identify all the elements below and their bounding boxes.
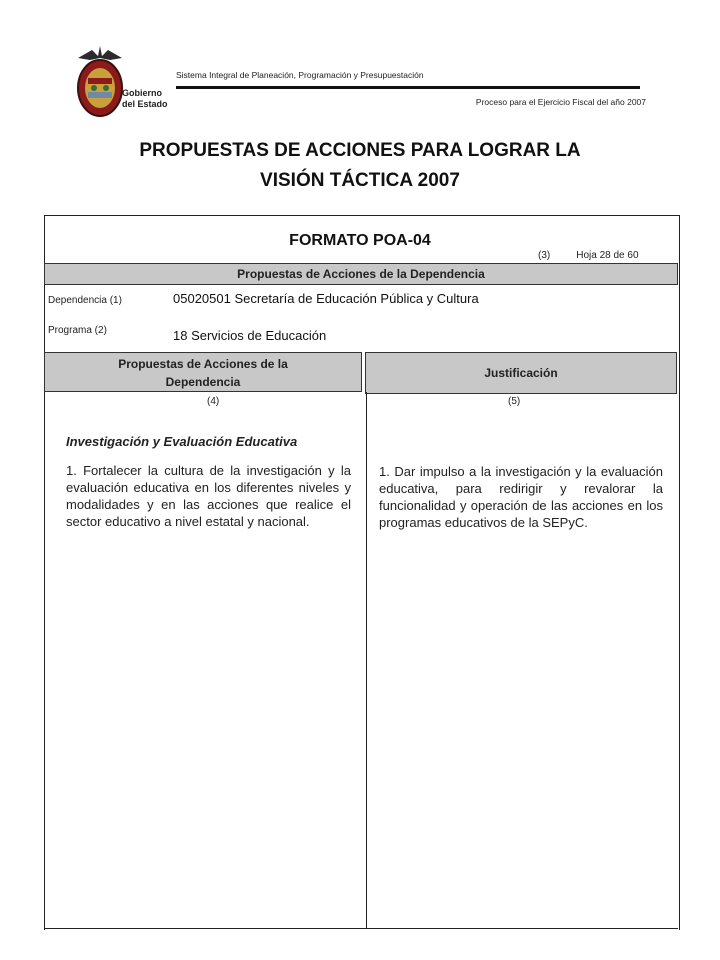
dependencia-value: 05020501 Secretaría de Educación Pública y Cultura (173, 291, 479, 306)
government-label (122, 88, 168, 110)
system-name: Sistema Integral de Planeación, Programación y Presupuestación (176, 70, 424, 80)
sheet-number: Hoja 28 de 60 (576, 250, 639, 261)
justification-text: 1. Dar impulso a la investigación y la evaluación educativa, para redirigir y revalorar la funcionalidad y operación de las acciones en los programas educativos de la SEPyC. (379, 464, 663, 530)
government-label-line2: del Estado (122, 99, 168, 109)
column-number-justification: (5) (508, 396, 521, 407)
government-label-line1: Gobierno (122, 88, 162, 98)
column-header-justification: Justificación (365, 352, 677, 394)
action-title: Investigación y Evaluación Educativa (66, 434, 298, 449)
column-header-actions (44, 352, 362, 392)
column-number-actions: (4) (207, 396, 220, 407)
document-title-line1: PROPUESTAS DE ACCIONES PARA LOGRAR LA (139, 140, 581, 161)
state-coat-of-arms-icon (72, 44, 128, 120)
sheet-marker: (3) (538, 250, 551, 261)
document-title-line2: VISIÓN TÁCTICA 2007 (260, 170, 460, 191)
column-divider (366, 392, 367, 929)
column-header-actions-line1: Propuestas de Acciones de la (118, 357, 288, 371)
programa-label: Programa (2) (48, 325, 107, 336)
form-frame (44, 215, 680, 930)
process-label: Proceso para el Ejercicio Fiscal del año 2007 (475, 97, 646, 107)
sheet-indicator (538, 250, 639, 261)
header-rule (176, 86, 640, 89)
format-code: FORMATO POA-04 (289, 232, 431, 249)
form-bottom-rule (44, 928, 678, 929)
column-header-actions-line2: Dependencia (165, 375, 241, 389)
programa-value: 18 Servicios de Educación (173, 328, 327, 343)
action-text: 1. Fortalecer la cultura de la investigación y la evaluación educativa en los diferentes niveles y modalidades y en las acciones que realice el sector educativo a nivel estatal y nacional. (66, 463, 351, 529)
dependencia-label: Dependencia (1) (48, 295, 122, 306)
section-band: Propuestas de Acciones de la Dependencia (44, 263, 678, 285)
